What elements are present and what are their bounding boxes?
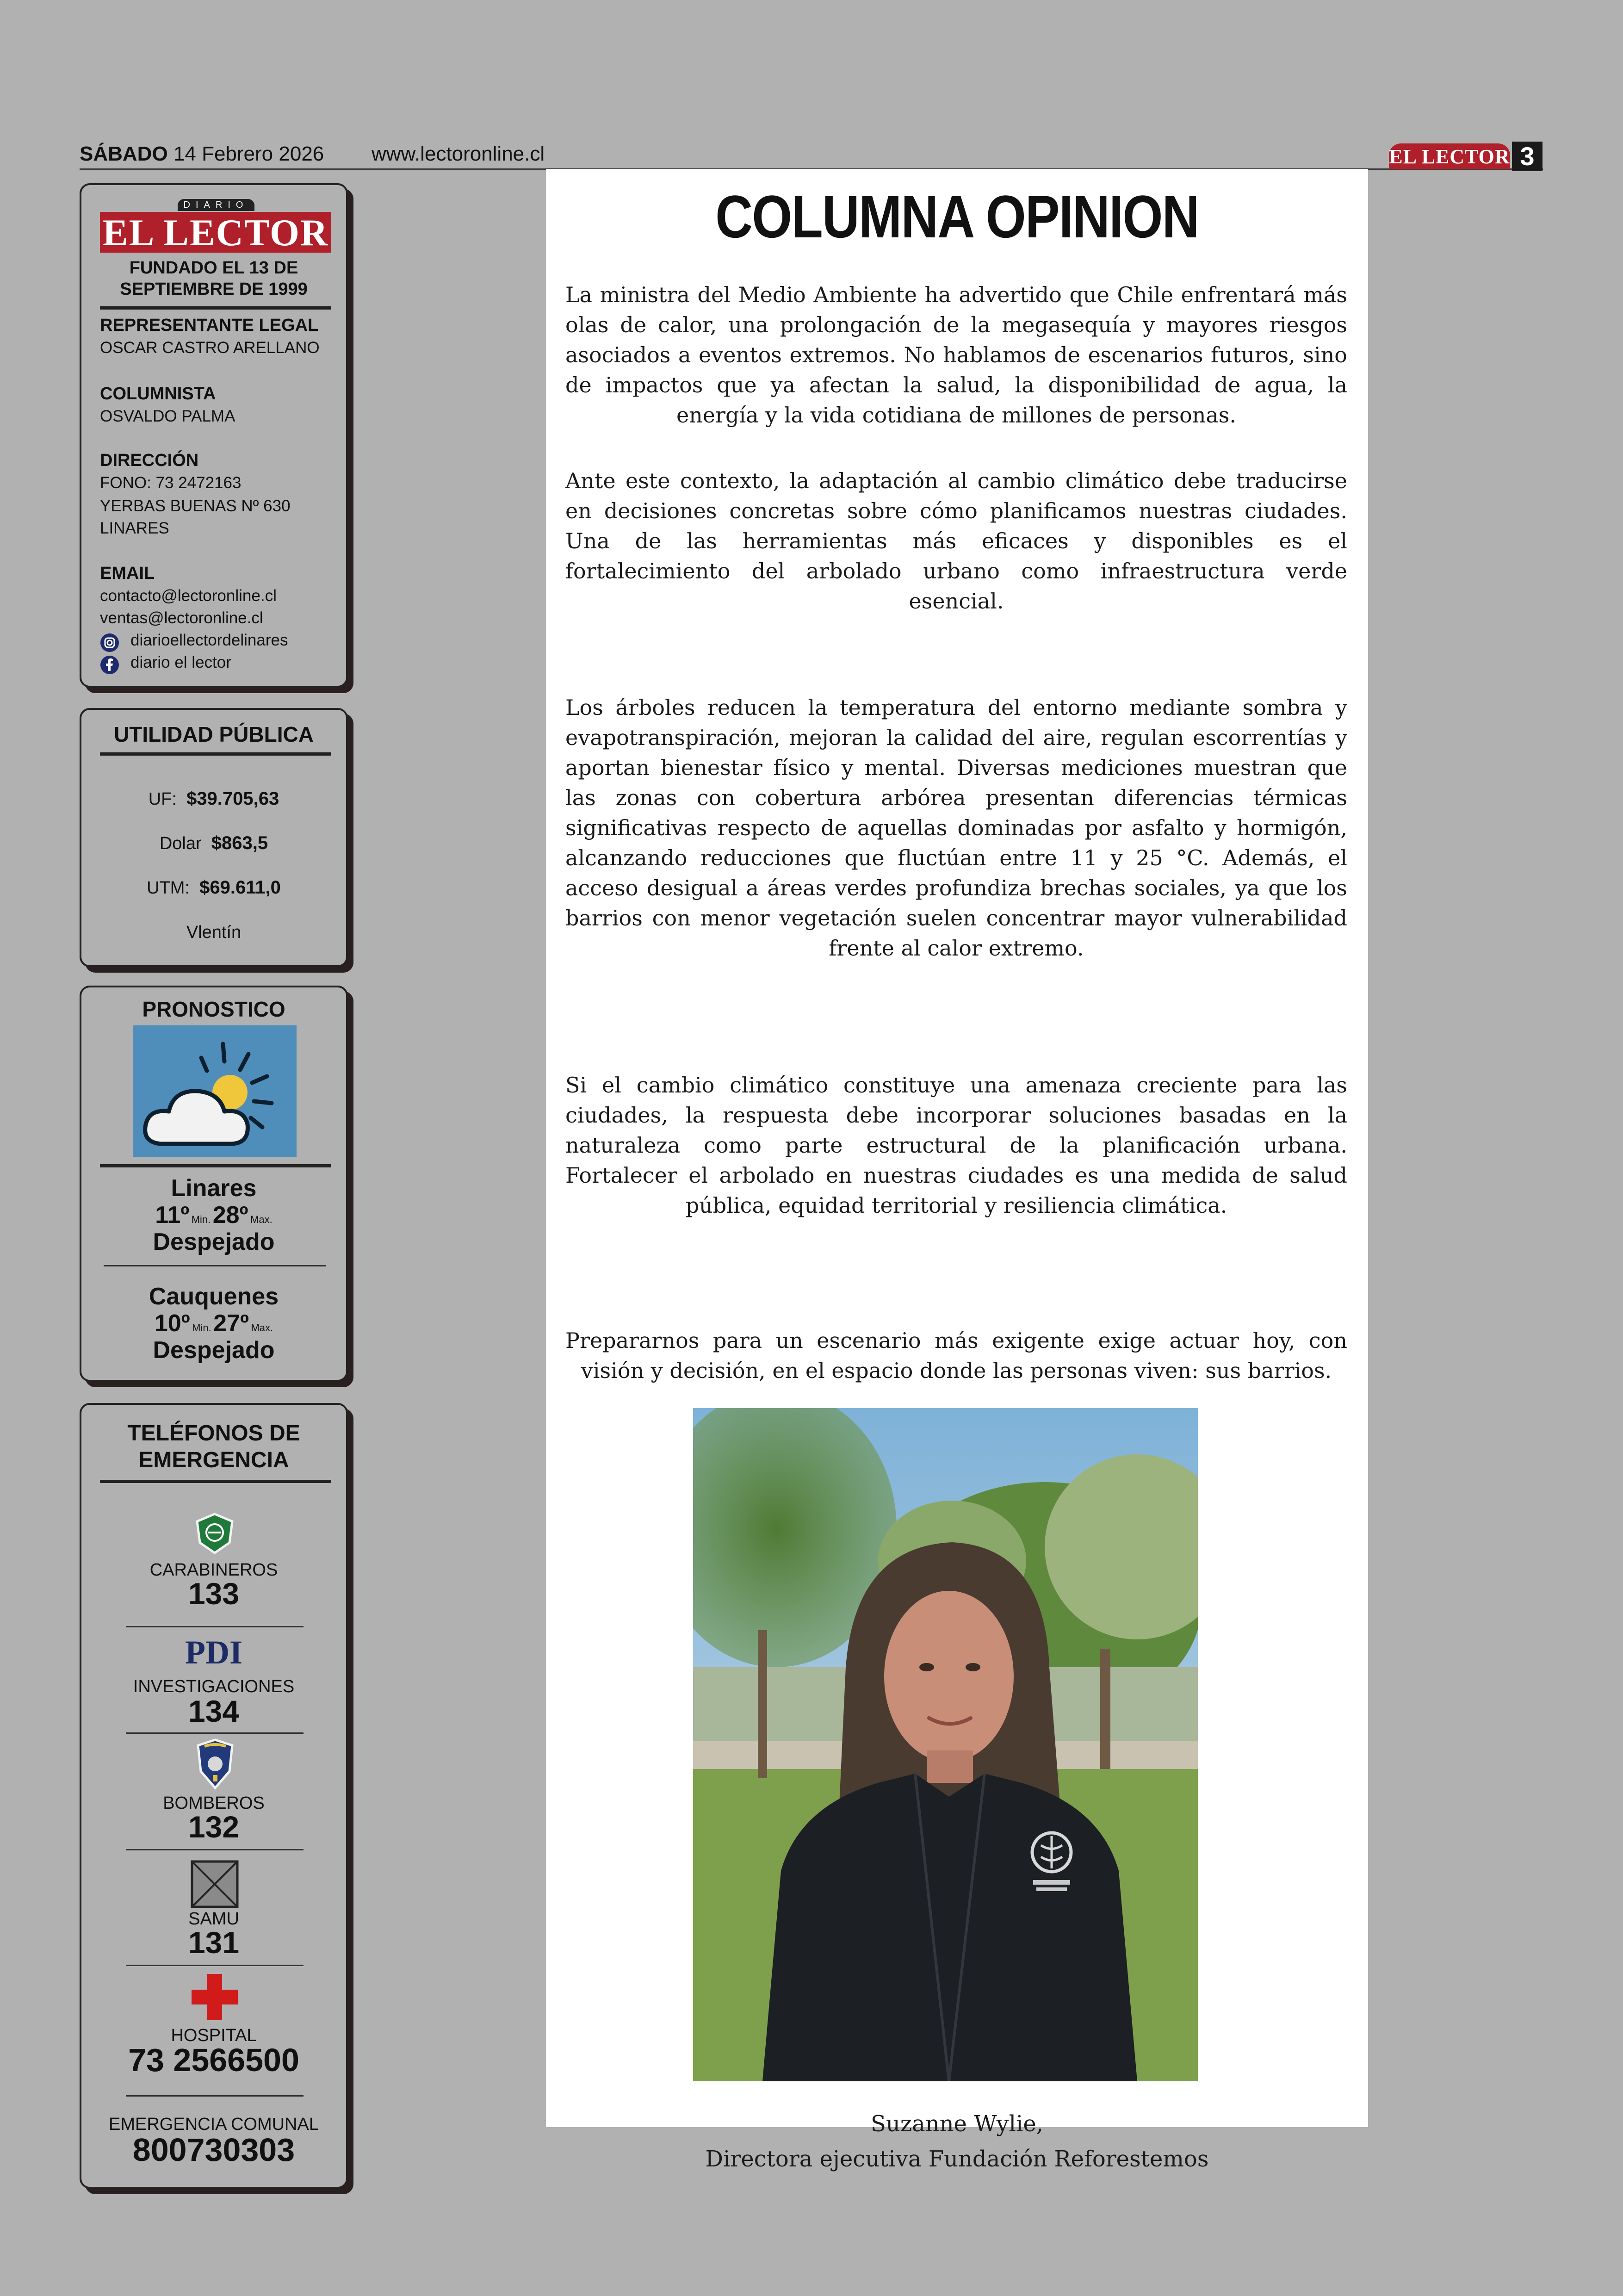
city-name: Linares	[171, 1175, 257, 1202]
instagram-handle[interactable]: diarioellectordelinares	[130, 631, 288, 649]
city-temps	[81, 1201, 346, 1229]
utm-value: $69.611,0	[199, 877, 281, 898]
city-divider	[104, 1265, 326, 1266]
city-condition: Despejado	[153, 1229, 275, 1255]
forecast-rule	[100, 1164, 331, 1167]
uf-row	[81, 788, 346, 809]
founded-line-1: FUNDADO EL 13 DE	[129, 258, 298, 278]
facebook-handle[interactable]: diario el lector	[130, 653, 231, 671]
masthead-box	[80, 183, 348, 688]
logo-top-text: DIARIO	[178, 199, 254, 211]
city-min-label: Min.	[191, 1214, 211, 1225]
email-sales[interactable]: ventas@lectoronline.cl	[100, 609, 263, 627]
emergency-number[interactable]: 134	[188, 1694, 240, 1728]
utility-extra: Vlentín	[186, 923, 242, 942]
author-name: Suzanne Wylie,	[871, 2111, 1043, 2137]
address-street: YERBAS BUENAS Nº 630	[100, 497, 291, 515]
column-paragraph: Ante este contexto, la adaptación al cambio climático debe traducirse en decisiones concretas sobre cómo planificamos nuestras ciudades. Una de las herramientas más eficaces y disponibles es el fortalecimiento del arbolado urbano como infraestructura verde esencial.	[565, 468, 1347, 614]
emergency-divider	[126, 1849, 304, 1850]
samu-placeholder-icon	[191, 1860, 239, 1908]
emergency-divider	[126, 1732, 304, 1734]
emergency-label: HOSPITAL	[171, 2026, 257, 2045]
email-contact[interactable]: contacto@lectoronline.cl	[100, 587, 277, 605]
dolar-value: $863,5	[211, 833, 268, 853]
dolar-row	[81, 833, 346, 854]
emergency-label: SAMU	[188, 1909, 239, 1929]
forecast-title: PRONOSTICO	[142, 997, 285, 1021]
opinion-column	[546, 169, 1368, 2127]
public-utility-box	[80, 708, 348, 967]
email-label: EMAIL	[100, 564, 155, 583]
emergency-phones-box	[80, 1403, 348, 2189]
red-cross-icon	[192, 1974, 238, 2020]
header-logo: EL LECTOR	[1389, 143, 1510, 169]
column-title: COLUMNA OPINION	[715, 183, 1199, 250]
city-min: 11º	[155, 1202, 190, 1229]
column-paragraph: Prepararnos para un escenario más exigente exige actuar hoy, con visión y decisión, en el espacio donde las personas viven: sus barrios.	[565, 1328, 1347, 1383]
city-max: 27º	[213, 1310, 249, 1337]
emergency-label: CARABINEROS	[149, 1560, 278, 1580]
columnist-value: OSVALDO PALMA	[100, 407, 235, 425]
city-max-label: Max.	[251, 1322, 273, 1334]
city-name: Cauquenes	[149, 1283, 279, 1310]
partly-cloudy-icon	[133, 1025, 297, 1157]
column-paragraph: Los árboles reducen la temperatura del entorno mediante sombra y evapotranspiración, mejoran la calidad del aire, regulan escorrentías y aportan bienestar físico y mental. Diversas mediciones muestran que las zonas con cobertura arbórea presentan diferencias térmicas significativas respecto de aquellas dominadas por asfalto y hormigón, alcanzando reducciones que fluctúan entre 11 y 25 °C. Además, el acceso desigual a áreas verdes profundiza brechas sociales, ya que los barrios con menor vegetación suelen concentrar mayor vulnerabilidad frente al calor extremo.	[565, 695, 1347, 961]
masthead-rule	[100, 306, 331, 310]
header-weekday: SÁBADO	[80, 143, 168, 165]
header-date-text: 14 Febrero 2026	[173, 143, 324, 165]
legal-rep-value: OSCAR CASTRO ARELLANO	[100, 339, 320, 357]
facebook-icon	[100, 655, 119, 675]
weather-image	[133, 1025, 297, 1157]
city-temps	[81, 1309, 346, 1337]
masthead-logo: EL LECTOR	[100, 212, 331, 253]
author-portrait	[693, 1408, 1198, 2081]
emergency-divider	[126, 1626, 304, 1627]
emergency-number[interactable]: 800730303	[132, 2132, 295, 2168]
utm-label: UTM:	[147, 878, 190, 898]
bomberos-badge-icon	[195, 1738, 235, 1790]
column-paragraph: La ministra del Medio Ambiente ha advertido que Chile enfrentará más olas de calor, una prolongación de la megasequía y mayores riesgos asociados a eventos extremos. No hablamos de escenarios futuros, sino de impactos que ya afectan la salud, la disponibilidad de agua, la energía y la vida cotidiana de millones de personas.	[565, 282, 1347, 428]
pdi-logo: PDI	[185, 1634, 242, 1671]
column-paragraph: Si el cambio climático constituye una amenaza creciente para las ciudades, la respuesta debe incorporar soluciones basadas en la naturaleza como parte estructural de la planificación urbana. Fortalecer el arbolado en nuestras ciudades es una medida de salud pública, equidad territorial y resiliencia climática.	[565, 1073, 1347, 1218]
city-max-label: Max.	[250, 1214, 273, 1225]
author-role: Directora ejecutiva Fundación Reforestemos	[705, 2146, 1209, 2172]
emergency-number[interactable]: 132	[188, 1810, 240, 1844]
page-number: 3	[1512, 142, 1542, 171]
emergency-divider	[126, 1965, 304, 1966]
header-date	[80, 143, 324, 166]
carabineros-badge-icon	[193, 1512, 236, 1555]
uf-value: $39.705,63	[186, 788, 279, 809]
columnist-label: COLUMNISTA	[100, 384, 216, 403]
utm-row	[81, 877, 346, 898]
address-label: DIRECCIÓN	[100, 451, 199, 470]
address-city: LINARES	[100, 519, 169, 537]
emergency-title-2: EMERGENCIA	[138, 1448, 289, 1472]
founded-line-2: SEPTIEMBRE DE 1999	[120, 279, 308, 299]
city-min-label: Min.	[192, 1322, 211, 1334]
emergency-label: INVESTIGACIONES	[133, 1677, 295, 1696]
instagram-icon	[100, 633, 119, 652]
header-website[interactable]: www.lectoronline.cl	[372, 143, 545, 165]
emergency-rule	[100, 1480, 331, 1483]
utility-title: UTILIDAD PÚBLICA	[114, 722, 314, 746]
forecast-box	[80, 986, 348, 1382]
city-max: 28º	[212, 1202, 248, 1229]
emergency-divider	[126, 2095, 304, 2097]
emergency-title-1: TELÉFONOS DE	[127, 1421, 300, 1446]
emergency-label: EMERGENCIA COMUNAL	[109, 2115, 319, 2134]
address-phone: FONO: 73 2472163	[100, 474, 242, 492]
author-photo	[693, 1408, 1198, 2081]
emergency-label: BOMBEROS	[163, 1793, 265, 1813]
legal-rep-label: REPRESENTANTE LEGAL	[100, 316, 319, 335]
emergency-number[interactable]: 133	[188, 1576, 240, 1611]
emergency-number[interactable]: 131	[188, 1925, 240, 1960]
uf-label: UF:	[148, 789, 177, 809]
utility-rule	[100, 752, 331, 756]
city-condition: Despejado	[153, 1337, 275, 1364]
column-signature	[546, 2106, 1368, 2177]
dolar-label: Dolar	[159, 834, 202, 853]
city-min: 10º	[154, 1310, 190, 1337]
emergency-number[interactable]: 73 2566500	[128, 2042, 299, 2078]
